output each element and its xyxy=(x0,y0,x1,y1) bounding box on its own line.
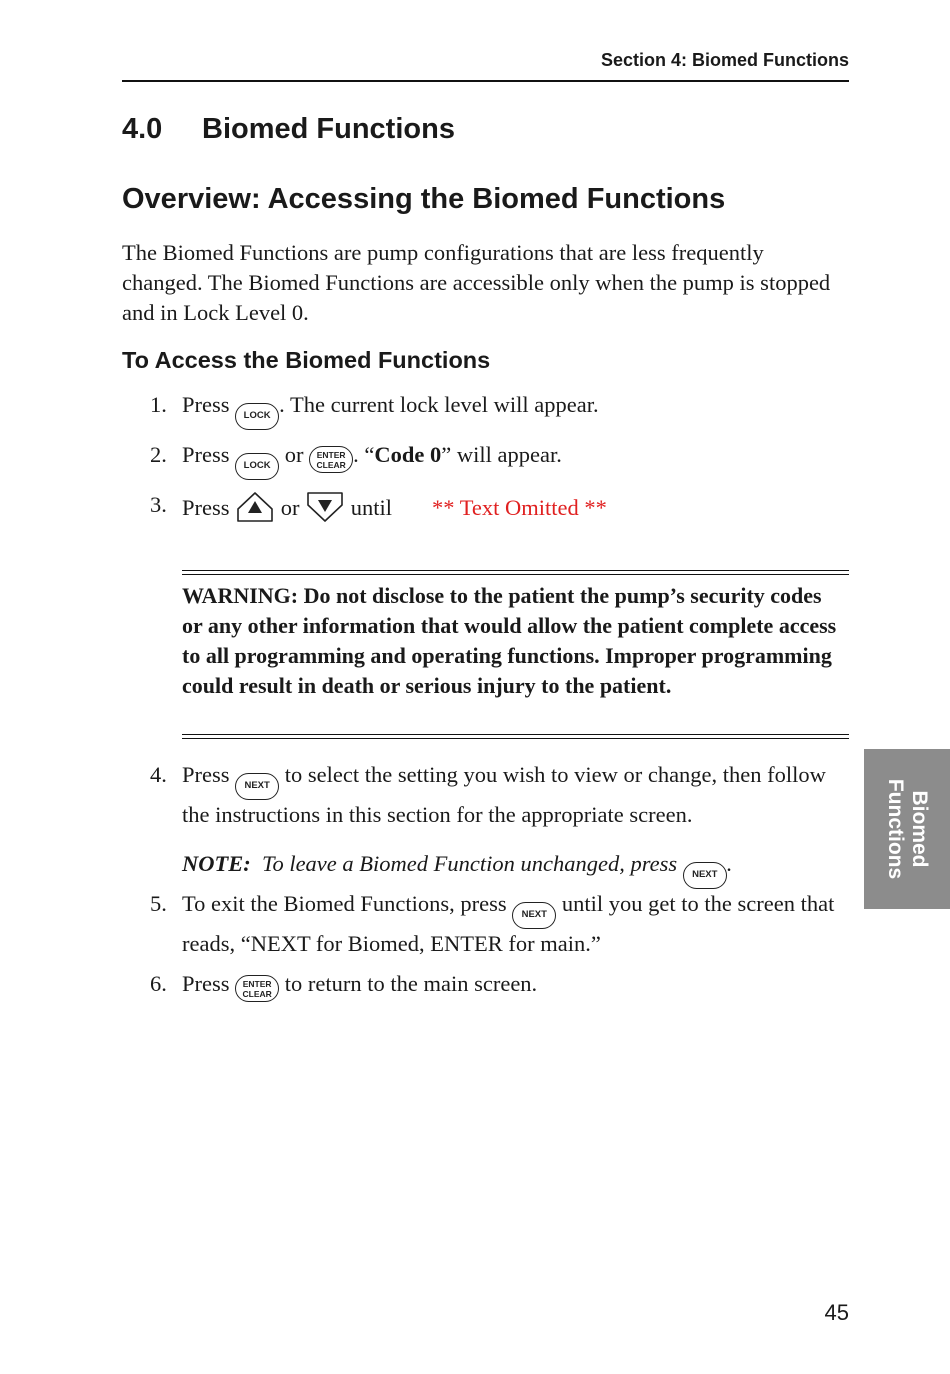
step-text: . The current lock level will appear. xyxy=(279,392,599,417)
omitted-text-marker: ** Text Omitted ** xyxy=(432,495,607,520)
step-text: To exit the Biomed Functions, press xyxy=(182,891,507,916)
warning-bottom-rule xyxy=(182,734,849,742)
lock-key-icon: LOCK xyxy=(235,453,279,480)
down-arrow-key-icon xyxy=(305,490,345,524)
header-rule xyxy=(122,80,849,82)
enter-clear-key-icon xyxy=(309,446,353,473)
step-text: to return to the main screen. xyxy=(284,971,538,996)
step-text: or xyxy=(284,442,304,467)
page-number: 45 xyxy=(824,1300,849,1325)
key-label-enter: ENTER xyxy=(316,450,346,460)
step-text: or xyxy=(280,495,300,520)
step-number: 1. xyxy=(150,392,167,417)
step-text: . “ xyxy=(353,442,375,467)
step-2 xyxy=(150,440,840,480)
warning-top-rule xyxy=(182,570,849,578)
step-text: to select the setting you wish to view or change, then follow the instructions in this section for the appropriate screen. xyxy=(182,762,826,827)
step-text: until xyxy=(350,495,393,520)
note-text: To leave a Biomed Function unchanged, press xyxy=(262,851,678,876)
note-label: NOTE: xyxy=(182,851,251,876)
next-key-icon: NEXT xyxy=(512,902,556,929)
step-number: 2. xyxy=(150,442,167,467)
step-number: 5. xyxy=(150,891,167,916)
step-text: ” will appear. xyxy=(441,442,562,467)
step-text: Press xyxy=(182,495,230,520)
step-number: 4. xyxy=(150,762,167,787)
step-1 xyxy=(150,390,840,430)
step-3 xyxy=(150,490,840,524)
section-title-text: Biomed Functions xyxy=(202,113,455,145)
up-arrow-key-icon xyxy=(235,490,275,524)
step-text: until you get to the screen that reads, “NEXT for Biomed, ENTER for main.” xyxy=(182,891,835,956)
section-number: 4.0 xyxy=(122,113,163,145)
running-header: Section 4: Biomed Functions xyxy=(600,50,849,70)
step-text: Press xyxy=(182,392,230,417)
section-thumb-tab xyxy=(864,749,950,909)
warning-text: WARNING: Do not disclose to the patient the pump’s security codes or any other information that would allow the patient complete access to all programming and operating functions. Improper programming could result in death or serious injury to the patient. xyxy=(182,583,837,698)
side-tab-line-2: Functions xyxy=(884,778,907,880)
lock-key-icon: LOCK xyxy=(235,403,279,430)
key-label-enter: ENTER xyxy=(242,979,272,989)
step-number: 6. xyxy=(150,971,167,996)
step-text: Press xyxy=(182,971,230,996)
overview-title: Overview: Accessing the Biomed Functions xyxy=(122,183,726,215)
section-title xyxy=(122,113,455,146)
next-key-icon: NEXT xyxy=(235,773,279,800)
code-value: Code 0 xyxy=(374,442,442,467)
overview-intro: The Biomed Functions are pump configurations that are less frequently changed. The Biomed Functions are accessible only when the pump is stopped and in Lock Level 0. xyxy=(122,240,831,325)
step-text: Press xyxy=(182,442,230,467)
step-number: 3. xyxy=(150,492,167,517)
key-label-clear: CLEAR xyxy=(316,460,346,470)
access-subtitle: To Access the Biomed Functions xyxy=(122,347,491,373)
side-tab-line-1: Biomed xyxy=(908,790,931,868)
step-5 xyxy=(150,889,840,959)
note-end: . xyxy=(726,851,733,876)
next-key-icon: NEXT xyxy=(683,862,727,889)
step-4 xyxy=(150,760,840,889)
step-6 xyxy=(150,969,840,1002)
enter-clear-key-icon xyxy=(235,975,279,1002)
step-text: Press xyxy=(182,762,230,787)
key-label-clear: CLEAR xyxy=(242,989,272,999)
note xyxy=(182,849,840,889)
